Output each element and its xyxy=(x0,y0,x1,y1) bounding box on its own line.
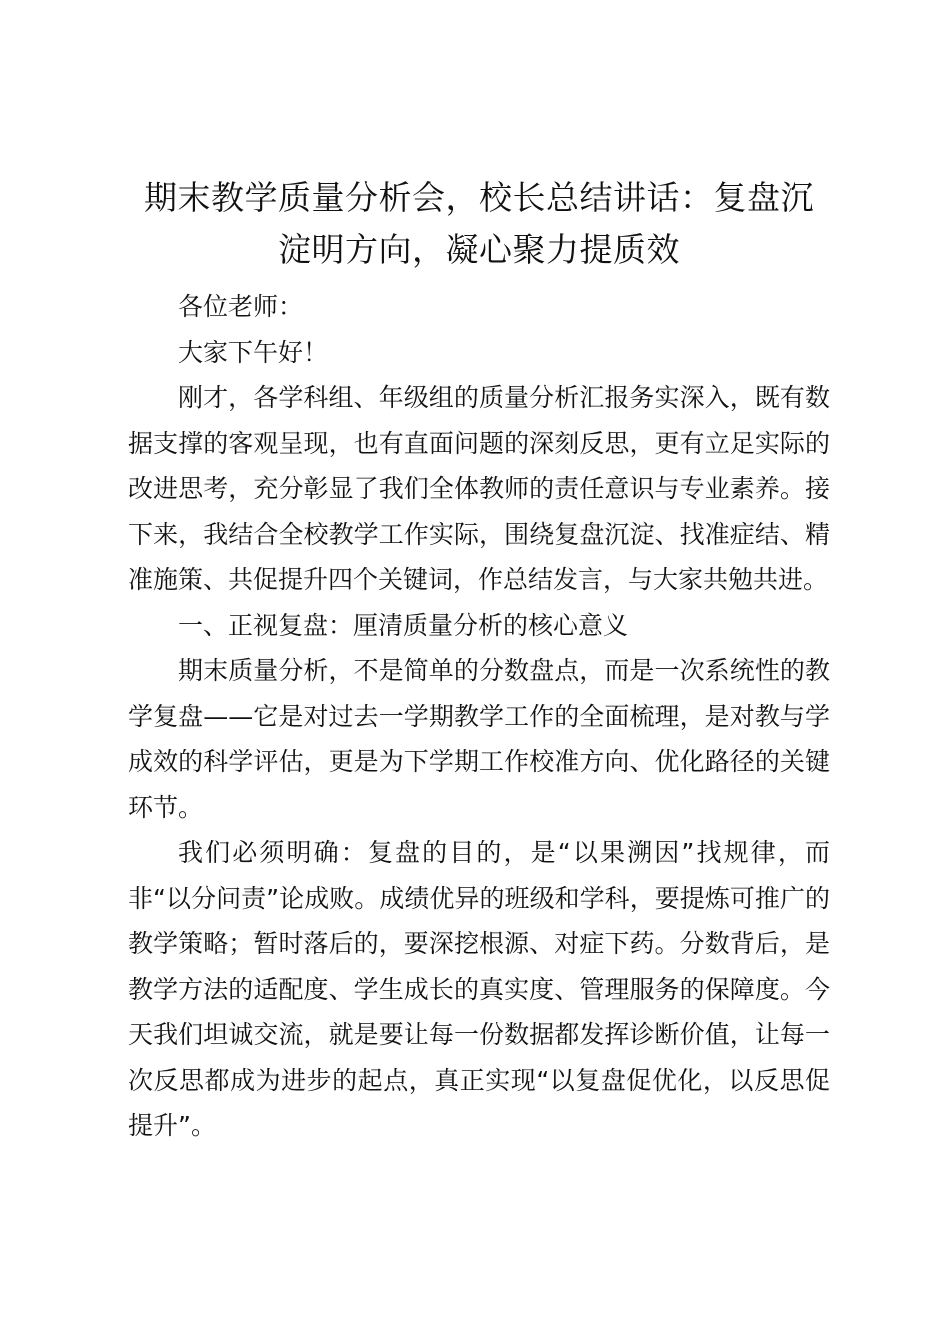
document-body xyxy=(128,172,830,1149)
intro-paragraph: 刚才，各学科组、年级组的质量分析汇报务实深入，既有数据支撑的客观呈现，也有直面问题的深刻反思，更有立足实际的改进思考，充分彰显了我们全体教师的责任意识与专业素养。接下来，我结合全校教学工作实际，围绕复盘沉淀、找准症结、精准施策、共促提升四个关键词，作总结发言，与大家共勉共进。 xyxy=(128,383,830,594)
greeting: 大家下午好！ xyxy=(178,337,329,367)
section-heading: 一、正视复盘：厘清质量分析的核心意义 xyxy=(178,610,629,640)
body-paragraph: 期末质量分析，不是简单的分数盘点，而是一次系统性的教学复盘——它是对过去一学期教学工作的全面梳理，是对教与学成效的科学评估，更是为下学期工作校准方向、优化路径的关键环节。 xyxy=(128,656,830,822)
document-title: 期末教学质量分析会，校长总结讲话：复盘沉淀明方向，凝心聚力提质效 xyxy=(144,178,814,269)
body-paragraph: 我们必须明确：复盘的目的，是“以果溯因”找规律，而非“以分问责”论成败。成绩优异的班级和学科，要提炼可推广的教学策略；暂时落后的，要深挖根源、对症下药。分数背后，是教学方法的适配度、学生成长的真实度、管理服务的保障度。今天我们坦诚交流，就是要让每一份数据都发挥诊断价值，让每一次反思都成为进步的起点，真正实现“以复盘促优化，以反思促提升”。 xyxy=(128,838,830,1140)
salutation: 各位老师： xyxy=(178,292,304,321)
